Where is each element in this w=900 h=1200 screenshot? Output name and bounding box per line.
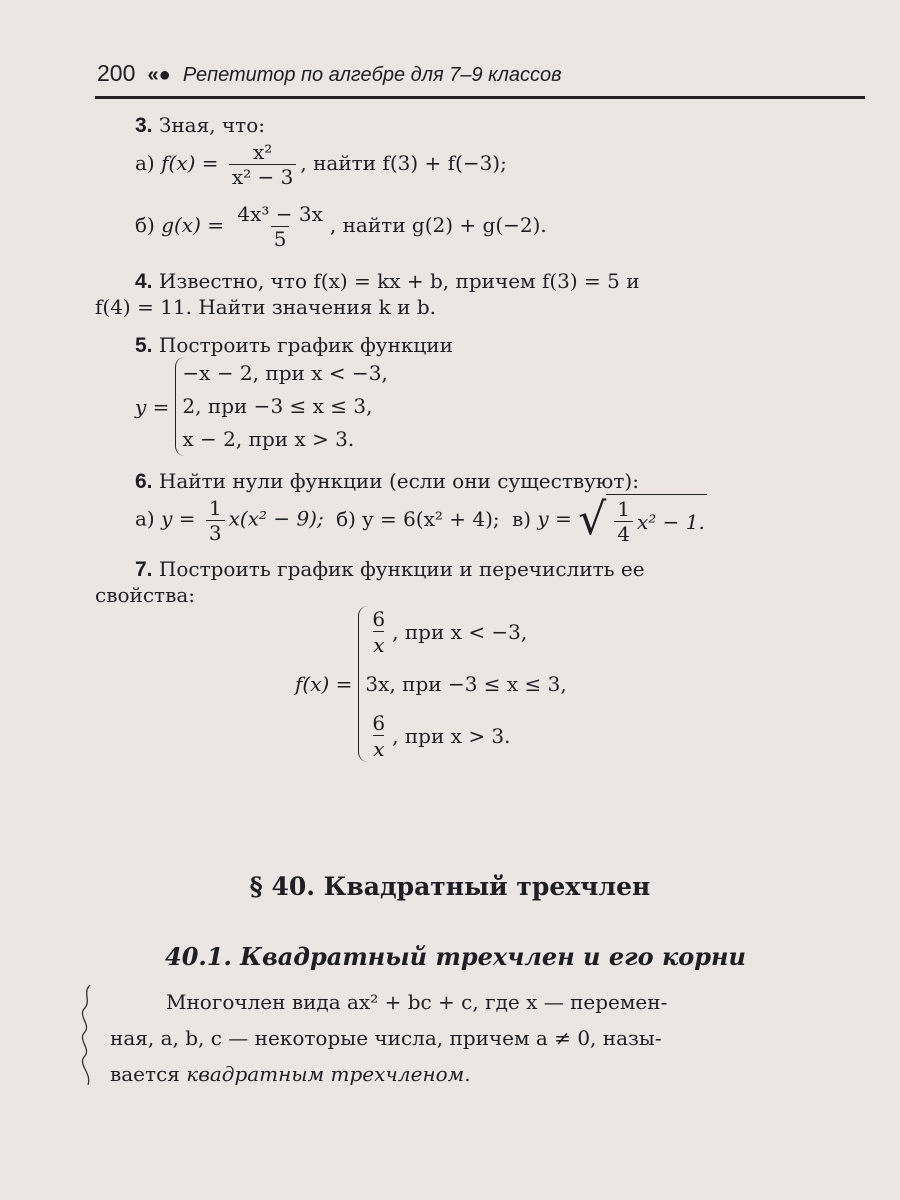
case-text: 3x, при −3 ≤ x ≤ 3,: [365, 672, 567, 696]
exercise-text: Известно, что f(x) = kx + b, причем f(3) = 5 и: [158, 269, 640, 293]
math-expression: x(x² − 9);: [228, 506, 324, 531]
case: 2, при −3 ≤ x ≤ 3,: [182, 394, 373, 418]
fraction: [234, 202, 326, 251]
math-lhs: f(x) =: [295, 672, 353, 696]
item-label: б): [135, 213, 155, 237]
exercise-7-line2: свойства:: [95, 583, 196, 607]
math-lhs: f(x) =: [161, 151, 219, 175]
exercise-3b: [135, 202, 547, 251]
page-number: 200: [97, 60, 136, 86]
numerator: x²: [252, 140, 273, 164]
exercise-5-title: [135, 332, 453, 359]
denominator: x² − 3: [229, 164, 297, 189]
item-label: а): [135, 151, 155, 175]
square-root: [578, 494, 707, 546]
math-lhs: g(x) =: [161, 213, 225, 237]
item-label: в): [512, 506, 532, 531]
exercise-4-line2: f(4) = 11. Найти значения k и b.: [95, 295, 436, 319]
exercise-text: Построить график функции и перечислить ее: [158, 557, 645, 581]
case-text: , при x > 3.: [392, 724, 511, 748]
denominator: x: [373, 736, 385, 761]
exercise-3-intro: [135, 112, 265, 139]
numerator: 6: [372, 710, 386, 735]
cases: [175, 357, 387, 456]
math-expression: x² − 1.: [636, 509, 705, 534]
book-title: Репетитор по алгебре для 7–9 классов: [182, 64, 562, 86]
definition-paragraph: [110, 984, 865, 1092]
math-lhs: y =: [537, 506, 572, 531]
margin-brace-icon: [80, 985, 94, 1085]
numerator: 4x³ − 3x: [237, 202, 323, 226]
piecewise-function-7: [295, 606, 567, 762]
fraction: [369, 607, 388, 658]
fraction: [369, 711, 388, 762]
piecewise-function-5: [135, 357, 388, 456]
subsection-title: 40.1. Квадратный трехчлен и его корни: [165, 942, 746, 971]
numerator: 1: [617, 497, 630, 521]
exercise-text: Построить график функции: [158, 333, 453, 357]
math-lhs: y =: [135, 394, 170, 419]
denominator: x: [373, 632, 385, 657]
defined-term: квадратным трехчленом: [186, 1062, 465, 1086]
numerator: 1: [208, 495, 222, 520]
case: [365, 606, 566, 658]
fraction: [206, 496, 225, 545]
exercise-number: 7.: [135, 558, 153, 581]
exercise-number: 6.: [135, 470, 153, 493]
ornament-icon: «●: [147, 64, 171, 86]
section-title: § 40. Квадратный трехчлен: [249, 872, 651, 901]
case-text: , при x < −3,: [392, 620, 528, 644]
item-label: а): [135, 506, 155, 531]
paragraph-line: ная, a, b, c — некоторые числа, причем a ≠ 0, назы-: [110, 1026, 662, 1050]
exercise-text: , найти f(3) + f(−3);: [300, 151, 507, 175]
paragraph-text: .: [464, 1062, 471, 1086]
fraction: [614, 497, 633, 546]
exercise-number: 5.: [135, 334, 153, 357]
case: x − 2, при x > 3.: [182, 427, 355, 451]
exercise-text: Зная, что:: [158, 113, 265, 137]
header-rule: [95, 96, 865, 99]
exercise-text: , найти g(2) + g(−2).: [329, 213, 547, 237]
denominator: 4: [614, 521, 633, 546]
exercise-7-line1: [135, 556, 645, 583]
paragraph-line: [110, 1056, 865, 1092]
paragraph-text: вается: [110, 1062, 187, 1086]
exercise-4-line1: [135, 268, 640, 295]
exercise-3a: [135, 140, 507, 189]
exercise-text: Найти нули функции (если они существуют):: [158, 469, 639, 493]
item-b: б) y = 6(x² + 4);: [336, 506, 500, 531]
case: [365, 658, 566, 710]
exercise-6-items: [135, 494, 707, 546]
exercise-6-title: [135, 468, 639, 495]
denominator: 5: [271, 226, 290, 251]
case: −x − 2, при x < −3,: [182, 361, 388, 385]
paragraph-line: Многочлен вида ax² + bc + c, где x — перемен-: [166, 990, 668, 1014]
numerator: 6: [372, 606, 386, 631]
case: [365, 710, 566, 762]
exercise-number: 3.: [135, 114, 153, 137]
exercise-number: 4.: [135, 270, 153, 293]
math-lhs: y =: [161, 506, 196, 531]
denominator: 3: [206, 520, 225, 545]
running-header: [97, 60, 562, 87]
cases: [358, 606, 566, 762]
fraction: [229, 140, 297, 189]
radical-sign-icon: √: [578, 494, 607, 545]
